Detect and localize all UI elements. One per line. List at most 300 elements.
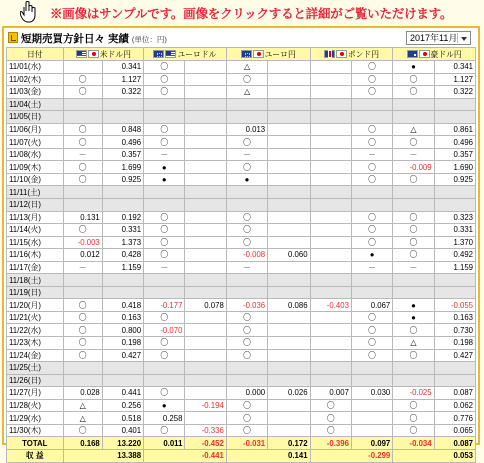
row-cell: 0.323	[434, 211, 475, 224]
table-row	[7, 362, 476, 375]
row-date: 11/10(金)	[7, 173, 64, 186]
row-cell	[268, 324, 310, 337]
row-cell: 〇	[351, 349, 392, 362]
row-cell: 〇	[310, 412, 351, 425]
row-cell: 0.258	[144, 412, 185, 425]
row-cell	[310, 224, 351, 237]
table-row	[7, 374, 476, 387]
row-cell: 0.441	[102, 387, 143, 400]
row-cell	[185, 236, 226, 249]
au-flag-icon	[407, 50, 418, 58]
row-cell	[268, 374, 310, 387]
row-cell	[185, 136, 226, 149]
row-cell: -0.036	[226, 299, 267, 312]
row-cell: 〇	[144, 311, 185, 324]
row-cell: 0.496	[102, 136, 143, 149]
row-cell: 0.427	[102, 349, 143, 362]
row-cell	[310, 148, 351, 161]
row-cell: 0.925	[434, 173, 475, 186]
jp-flag-icon	[336, 50, 347, 58]
row-cell: 〇	[63, 224, 102, 237]
row-cell: 0.492	[434, 249, 475, 262]
row-cell: 〇	[63, 161, 102, 174]
table-row	[7, 61, 476, 74]
gb-flag-icon	[324, 50, 335, 58]
row-cell: 〇	[226, 211, 267, 224]
row-cell: 〇	[144, 123, 185, 136]
table-row	[7, 286, 476, 299]
table-row	[7, 261, 476, 274]
total-cell: 0.097	[351, 437, 392, 450]
row-cell: -0.070	[144, 324, 185, 337]
row-cell: 0.357	[102, 148, 143, 161]
row-cell	[226, 98, 267, 111]
row-cell: ●	[393, 299, 434, 312]
row-cell: -0.009	[393, 161, 434, 174]
row-cell	[226, 186, 267, 199]
row-cell	[185, 186, 226, 199]
row-cell: 0.163	[102, 311, 143, 324]
row-date: 11/19(日)	[7, 286, 64, 299]
row-cell	[63, 199, 102, 212]
row-cell	[268, 61, 310, 74]
row-cell	[185, 311, 226, 324]
row-cell	[268, 123, 310, 136]
row-cell: 〇	[226, 424, 267, 437]
row-cell	[63, 111, 102, 124]
row-cell	[226, 199, 267, 212]
row-cell	[310, 123, 351, 136]
row-cell: 〇	[63, 349, 102, 362]
table-row	[7, 161, 476, 174]
results-panel	[2, 26, 480, 461]
row-cell: －	[226, 148, 267, 161]
row-cell: 〇	[393, 349, 434, 362]
row-cell	[185, 337, 226, 350]
row-cell: 0.776	[434, 412, 475, 425]
table-row	[7, 173, 476, 186]
row-cell	[268, 98, 310, 111]
row-cell: 〇	[226, 224, 267, 237]
row-cell: 〇	[393, 236, 434, 249]
total-cell: 0.172	[268, 437, 310, 450]
header-eur-jpy	[226, 48, 310, 61]
row-cell: 1.127	[434, 73, 475, 86]
gain-label: 収 益	[7, 449, 64, 462]
notice-bar	[0, 0, 484, 26]
row-cell: 〇	[63, 311, 102, 324]
header-gbp-jpy	[310, 48, 393, 61]
row-cell	[310, 86, 351, 99]
row-cell: -0.025	[393, 387, 434, 400]
row-cell	[144, 186, 185, 199]
row-cell	[351, 274, 392, 287]
row-cell: 0.198	[434, 337, 475, 350]
row-cell: 0.341	[102, 61, 143, 74]
row-cell	[185, 261, 226, 274]
table-row	[7, 349, 476, 362]
row-cell: 〇	[63, 123, 102, 136]
row-cell: 〇	[144, 136, 185, 149]
row-cell: △	[63, 412, 102, 425]
row-cell	[102, 286, 143, 299]
row-cell: 〇	[351, 311, 392, 324]
row-date: 11/06(月)	[7, 123, 64, 136]
row-cell	[185, 61, 226, 74]
row-cell: -0.336	[185, 424, 226, 437]
table-row	[7, 387, 476, 400]
row-cell	[185, 387, 226, 400]
row-cell: -0.194	[185, 399, 226, 412]
row-cell	[268, 136, 310, 149]
row-cell: ●	[144, 173, 185, 186]
row-cell: 1.159	[102, 261, 143, 274]
header-date: 日付	[7, 48, 64, 61]
row-cell: 〇	[144, 61, 185, 74]
gain-cell: 13.388	[63, 449, 144, 462]
row-cell: ●	[144, 399, 185, 412]
row-cell	[185, 86, 226, 99]
row-cell	[393, 274, 434, 287]
row-cell: 〇	[226, 161, 267, 174]
row-cell: 〇	[144, 349, 185, 362]
row-cell: 〇	[63, 136, 102, 149]
table-row	[7, 73, 476, 86]
row-cell	[102, 274, 143, 287]
row-cell	[268, 261, 310, 274]
row-cell	[434, 98, 475, 111]
row-date: 11/27(月)	[7, 387, 64, 400]
total-cell: 0.168	[63, 437, 102, 450]
row-cell: 0.401	[102, 424, 143, 437]
total-label: TOTAL	[7, 437, 64, 450]
row-cell	[144, 286, 185, 299]
row-cell: 0.331	[102, 224, 143, 237]
jp-flag-icon	[253, 50, 264, 58]
row-date: 11/30(木)	[7, 424, 64, 437]
row-cell: 1.127	[102, 73, 143, 86]
row-cell: 1.373	[102, 236, 143, 249]
row-cell	[310, 249, 351, 262]
row-cell	[310, 374, 351, 387]
row-cell	[434, 374, 475, 387]
row-cell: 0.131	[63, 211, 102, 224]
row-cell: 0.026	[268, 387, 310, 400]
row-cell	[268, 399, 310, 412]
row-cell: 1.370	[434, 236, 475, 249]
row-cell: 0.087	[434, 387, 475, 400]
row-cell: 0.163	[434, 311, 475, 324]
row-cell: 〇	[351, 173, 392, 186]
row-cell	[351, 111, 392, 124]
row-cell: 〇	[144, 424, 185, 437]
row-cell	[268, 111, 310, 124]
row-cell: -0.403	[310, 299, 351, 312]
row-cell: 〇	[351, 161, 392, 174]
row-cell	[185, 111, 226, 124]
row-date: 11/05(日)	[7, 111, 64, 124]
hand-pointer-icon	[20, 1, 36, 23]
row-cell	[393, 111, 434, 124]
table-row	[7, 249, 476, 262]
row-date: 11/03(金)	[7, 86, 64, 99]
header-aud-jpy-label: 豪ドル円	[430, 49, 462, 59]
row-cell	[393, 186, 434, 199]
row-cell	[102, 362, 143, 375]
row-date: 11/12(日)	[7, 199, 64, 212]
row-cell: 0.012	[63, 249, 102, 262]
row-cell: 〇	[393, 424, 434, 437]
row-cell: －	[393, 148, 434, 161]
row-cell: 〇	[63, 86, 102, 99]
row-date: 11/04(土)	[7, 98, 64, 111]
table-body	[7, 61, 476, 463]
row-cell	[185, 148, 226, 161]
row-cell	[268, 199, 310, 212]
row-cell: 〇	[63, 337, 102, 350]
row-date: 11/02(木)	[7, 73, 64, 86]
row-cell: －	[226, 261, 267, 274]
row-cell	[310, 61, 351, 74]
row-cell: -0.177	[144, 299, 185, 312]
row-cell: 0.730	[434, 324, 475, 337]
row-cell	[185, 349, 226, 362]
table-row	[7, 224, 476, 237]
row-cell: 〇	[63, 324, 102, 337]
row-cell: 〇	[393, 249, 434, 262]
row-cell: 0.000	[226, 387, 267, 400]
row-cell: 〇	[144, 224, 185, 237]
row-cell: 〇	[63, 73, 102, 86]
row-cell: 〇	[226, 136, 267, 149]
row-cell	[393, 98, 434, 111]
row-cell: ●	[226, 173, 267, 186]
row-cell: 〇	[393, 73, 434, 86]
row-cell: 〇	[144, 249, 185, 262]
unit-label: (単位：円)	[131, 35, 167, 44]
row-cell	[144, 199, 185, 212]
row-cell	[351, 424, 392, 437]
row-cell	[310, 236, 351, 249]
row-cell	[310, 211, 351, 224]
row-cell: 〇	[351, 73, 392, 86]
row-cell	[434, 286, 475, 299]
row-cell: 〇	[393, 412, 434, 425]
row-cell	[226, 274, 267, 287]
row-cell	[351, 286, 392, 299]
table-row	[7, 412, 476, 425]
row-cell: 0.925	[102, 173, 143, 186]
row-cell	[185, 211, 226, 224]
row-cell: 〇	[63, 424, 102, 437]
panel-header	[6, 30, 476, 45]
row-cell	[63, 274, 102, 287]
row-cell: 0.861	[434, 123, 475, 136]
row-cell	[310, 324, 351, 337]
row-cell: －	[63, 261, 102, 274]
row-cell: ●	[393, 61, 434, 74]
row-cell	[351, 399, 392, 412]
row-date: 11/29(水)	[7, 412, 64, 425]
total-cell: -0.452	[185, 437, 226, 450]
row-cell: 〇	[393, 136, 434, 149]
row-cell: 〇	[351, 324, 392, 337]
us-flag-icon	[76, 50, 87, 58]
table-row	[7, 274, 476, 287]
row-cell: -0.055	[434, 299, 475, 312]
row-cell: 〇	[144, 73, 185, 86]
row-date: 11/20(月)	[7, 299, 64, 312]
row-cell	[310, 186, 351, 199]
row-cell: 〇	[351, 123, 392, 136]
row-cell: 0.007	[310, 387, 351, 400]
row-cell: 〇	[310, 424, 351, 437]
row-cell: 0.067	[351, 299, 392, 312]
row-cell: 〇	[351, 337, 392, 350]
row-date: 11/09(木)	[7, 161, 64, 174]
table-row	[7, 136, 476, 149]
row-cell	[310, 349, 351, 362]
row-cell: －	[393, 261, 434, 274]
row-cell	[226, 362, 267, 375]
row-cell	[434, 111, 475, 124]
row-cell	[351, 362, 392, 375]
total-cell: -0.034	[393, 437, 434, 450]
row-date: 11/15(水)	[7, 236, 64, 249]
row-cell	[226, 374, 267, 387]
row-cell	[185, 224, 226, 237]
row-cell	[268, 148, 310, 161]
row-cell: －	[144, 148, 185, 161]
table-row	[7, 399, 476, 412]
row-cell	[351, 98, 392, 111]
row-cell: 0.331	[434, 224, 475, 237]
row-cell	[268, 236, 310, 249]
row-cell	[351, 374, 392, 387]
gain-cell: -0.299	[310, 449, 393, 462]
row-cell	[268, 224, 310, 237]
row-cell	[63, 98, 102, 111]
row-cell: 〇	[226, 73, 267, 86]
header-aud-jpy	[393, 48, 476, 61]
row-cell	[268, 73, 310, 86]
row-cell	[144, 274, 185, 287]
row-cell	[310, 286, 351, 299]
table-row	[7, 424, 476, 437]
chevron-down-icon[interactable]	[457, 33, 469, 43]
row-cell	[310, 161, 351, 174]
month-select-value: 2017年11月	[410, 33, 458, 43]
row-cell: 〇	[351, 236, 392, 249]
row-cell	[185, 362, 226, 375]
gain-row	[7, 449, 476, 462]
row-cell: 0.256	[102, 399, 143, 412]
sample-notice[interactable]: ※画像はサンプルです。画像をクリックすると詳細がご覧いただけます。	[50, 7, 453, 21]
table-row	[7, 236, 476, 249]
row-cell: △	[393, 123, 434, 136]
row-cell	[185, 173, 226, 186]
row-date: 11/17(金)	[7, 261, 64, 274]
table-row	[7, 123, 476, 136]
row-cell	[185, 324, 226, 337]
table-row	[7, 337, 476, 350]
row-cell	[268, 349, 310, 362]
row-cell: 0.518	[102, 412, 143, 425]
eu-flag-icon	[241, 50, 252, 58]
row-cell: 0.496	[434, 136, 475, 149]
row-cell	[226, 111, 267, 124]
row-cell: 0.341	[434, 61, 475, 74]
row-date: 11/22(水)	[7, 324, 64, 337]
row-cell: 〇	[226, 236, 267, 249]
jp-flag-icon	[88, 50, 99, 58]
row-cell	[268, 211, 310, 224]
row-cell: 0.030	[351, 387, 392, 400]
table-row	[7, 186, 476, 199]
table-row	[7, 311, 476, 324]
row-cell: 0.013	[226, 123, 267, 136]
row-cell	[185, 73, 226, 86]
gain-cell: 0.053	[393, 449, 476, 462]
row-cell: △	[393, 337, 434, 350]
row-cell: 〇	[63, 173, 102, 186]
row-cell: 〇	[393, 86, 434, 99]
row-cell: 0.060	[268, 249, 310, 262]
title-text: 短期売買方針日々 実績	[21, 33, 129, 45]
table-row	[7, 111, 476, 124]
row-cell	[63, 61, 102, 74]
row-cell: ●	[144, 161, 185, 174]
row-date: 11/13(月)	[7, 211, 64, 224]
total-cell: -0.396	[310, 437, 351, 450]
total-row	[7, 437, 476, 450]
row-cell	[185, 286, 226, 299]
month-select[interactable]	[406, 31, 471, 45]
header-gbp-jpy-label: ポンド円	[347, 49, 379, 59]
row-cell	[102, 186, 143, 199]
row-cell	[393, 199, 434, 212]
row-cell	[351, 199, 392, 212]
row-cell	[434, 186, 475, 199]
row-date: 11/01(水)	[7, 61, 64, 74]
row-date: 11/16(木)	[7, 249, 64, 262]
row-cell: 0.065	[434, 424, 475, 437]
row-cell	[310, 73, 351, 86]
row-cell	[310, 199, 351, 212]
table-header-row	[7, 48, 476, 61]
row-cell: 〇	[351, 136, 392, 149]
row-cell	[310, 111, 351, 124]
row-cell: 〇	[351, 61, 392, 74]
row-cell: 0.078	[185, 299, 226, 312]
row-cell: 〇	[144, 387, 185, 400]
row-cell	[310, 362, 351, 375]
row-date: 11/21(火)	[7, 311, 64, 324]
table-row	[7, 148, 476, 161]
row-date: 11/25(土)	[7, 362, 64, 375]
header-usd-jpy-label: 米ドル円	[99, 49, 131, 59]
row-cell	[102, 374, 143, 387]
chart-icon	[8, 32, 18, 43]
row-cell	[63, 362, 102, 375]
table-row	[7, 86, 476, 99]
row-cell	[185, 98, 226, 111]
row-date: 11/23(木)	[7, 337, 64, 350]
header-usd-jpy	[63, 48, 144, 61]
row-cell: 〇	[144, 86, 185, 99]
row-cell	[393, 374, 434, 387]
table-row	[7, 211, 476, 224]
